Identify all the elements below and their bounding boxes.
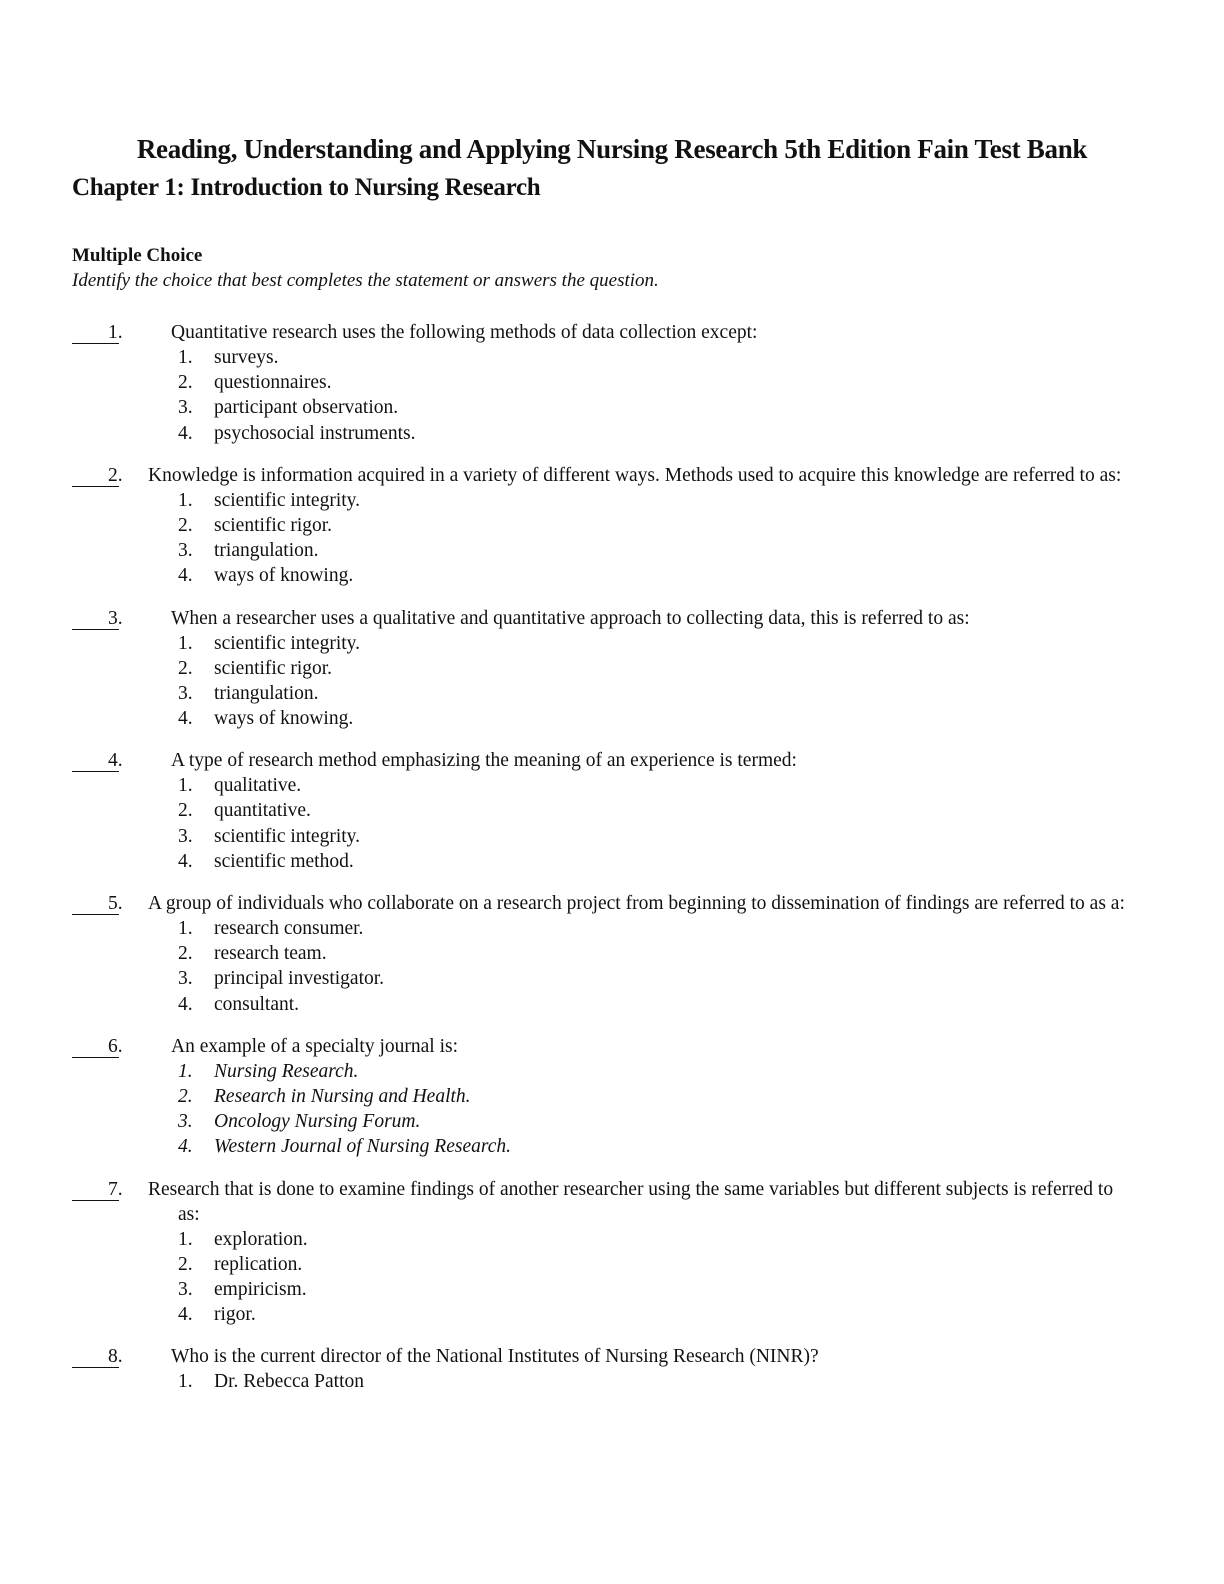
option-text: consultant. (214, 993, 300, 1015)
question-text: When a researcher uses a qualitative and quantitative approach to collecting data, this is referred to as: (171, 607, 970, 629)
question-8 (0, 1344, 1224, 1394)
option-text: participant observation. (214, 397, 399, 419)
option-number: 3. (178, 1278, 193, 1300)
option-text: research team. (214, 943, 327, 965)
document-title: Reading, Understanding and Applying Nursing Research 5th Edition Fain Test Bank (136, 134, 1088, 164)
option (0, 563, 1224, 588)
option (0, 370, 1224, 395)
question-5 (0, 891, 1224, 1017)
option-number: 1. (178, 489, 193, 511)
option-text: scientific method. (214, 850, 354, 872)
question-text: A type of research method emphasizing the meaning of an experience is termed: (171, 750, 797, 772)
option-list (0, 916, 1224, 1017)
option (0, 773, 1224, 798)
question-stem (108, 320, 1138, 345)
option (0, 941, 1224, 966)
option-number: 1. (178, 1228, 193, 1250)
option-text: questionnaires. (214, 372, 332, 394)
option (0, 706, 1224, 731)
option-text: scientific integrity. (214, 489, 361, 511)
option-list (0, 345, 1224, 446)
option-text: triangulation. (214, 540, 319, 562)
option-text: qualitative. (214, 775, 302, 797)
option-number: 4. (178, 708, 193, 730)
question-stem (108, 606, 1138, 631)
question-1 (0, 320, 1224, 446)
question-stem: 2. Knowledge is information acquired in a variety of different ways. Methods used to acquire this knowledge are referred to as: (108, 464, 1122, 486)
question-text: Research that is done to examine findings of another researcher using the same variables but different subjects is referred to as: (148, 1178, 1114, 1225)
question-7 (0, 1177, 1224, 1328)
section-instructions: Identify the choice that best completes the statement or answers the question. (72, 270, 659, 291)
option (0, 345, 1224, 370)
question-stem: 5. A group of individuals who collaborate on a research project from beginning to dissemination of findings are referred to as a: (108, 893, 1125, 914)
option-list (0, 631, 1224, 732)
option-number: 1. (178, 1371, 193, 1393)
option (0, 395, 1224, 420)
option-number: 3. (178, 1111, 193, 1133)
option-number: 3. (178, 825, 193, 847)
option-text: scientific integrity. (214, 825, 361, 847)
option (0, 1059, 1224, 1084)
question-text: An example of a specialty journal is: (171, 1035, 458, 1057)
option-text: psychosocial instruments. (214, 422, 416, 444)
option-text: empiricism. (214, 1278, 307, 1300)
option (0, 538, 1224, 563)
option-number: 1. (178, 775, 193, 797)
option-number: 3. (178, 682, 193, 704)
question-stem (108, 748, 1138, 773)
question-6 (0, 1034, 1224, 1160)
question-text: Who is the current director of the National Institutes of Nursing Research (NINR)? (171, 1346, 819, 1368)
option-text: scientific integrity. (214, 632, 361, 654)
option-text: Research in Nursing and Health. (214, 1085, 471, 1107)
option (0, 992, 1224, 1017)
option-number: 4. (178, 565, 193, 587)
option (0, 488, 1224, 513)
option (0, 916, 1224, 941)
option (0, 824, 1224, 849)
option-text: scientific rigor. (214, 514, 333, 536)
option-number: 3. (178, 397, 193, 419)
option (0, 798, 1224, 823)
question-2 (0, 463, 1224, 589)
option-list (0, 488, 1224, 589)
option-number: 1. (178, 632, 193, 654)
option-text: ways of knowing. (214, 708, 354, 730)
question-text: A group of individuals who collaborate on a research project from beginning to dissemination of findings are referred to as a: (148, 893, 1125, 914)
option (0, 656, 1224, 681)
option (0, 421, 1224, 446)
option-number: 1. (178, 918, 193, 939)
option-number: 4. (178, 993, 193, 1015)
option-text: Nursing Research. (214, 1060, 359, 1082)
question-stem: 7. Research that is done to examine findings of another researcher using the same variables but different subjects is referred to as: (108, 1178, 1114, 1225)
option-number: 2. (178, 514, 193, 536)
option-text: ways of knowing. (214, 565, 354, 587)
option-text: exploration. (214, 1228, 308, 1250)
option-number: 2. (178, 1085, 193, 1107)
option-number: 2. (178, 943, 193, 965)
option (0, 1227, 1224, 1252)
option-number: 2. (178, 657, 193, 679)
question-stem (108, 1344, 1138, 1369)
option-number: 2. (178, 800, 193, 822)
option (0, 849, 1224, 874)
option (0, 1084, 1224, 1109)
option-number: 2. (178, 1253, 193, 1275)
option-number: 4. (178, 1136, 193, 1158)
option (0, 1302, 1224, 1327)
option-text: quantitative. (214, 800, 311, 822)
option-number: 4. (178, 850, 193, 872)
chapter-title: Chapter 1: Introduction to Nursing Research (72, 174, 541, 201)
question-stem (108, 1034, 1138, 1059)
question-text: Quantitative research uses the following methods of data collection except: (171, 322, 758, 343)
option-number: 4. (178, 422, 193, 444)
question-text: Knowledge is information acquired in a variety of different ways. Methods used to acquire this knowledge are referred to as: (148, 464, 1122, 486)
option-number: 3. (178, 968, 193, 990)
option-number: 1. (178, 347, 193, 368)
option-number: 1. (178, 1060, 193, 1082)
option-list (0, 773, 1224, 874)
question-number: 1. (108, 322, 123, 343)
option (0, 1109, 1224, 1134)
question-number: 3. (108, 607, 123, 629)
question-number: 8. (108, 1346, 123, 1368)
option (0, 631, 1224, 656)
option-number: 2. (178, 372, 193, 394)
option (0, 1252, 1224, 1277)
option (0, 513, 1224, 538)
option-text: principal investigator. (214, 968, 385, 990)
option-text: research consumer. (214, 918, 364, 939)
option-text: replication. (214, 1253, 303, 1275)
option-list (0, 1227, 1224, 1328)
option (0, 1277, 1224, 1302)
option (0, 966, 1224, 991)
question-number: 6. (108, 1035, 123, 1057)
option-text: Oncology Nursing Forum. (214, 1111, 421, 1133)
option-list (0, 1059, 1224, 1160)
question-list (0, 320, 1224, 1411)
question-4 (0, 748, 1224, 874)
option (0, 681, 1224, 706)
question-3 (0, 606, 1224, 732)
option (0, 1134, 1224, 1159)
option-text: surveys. (214, 347, 279, 368)
question-number: 4. (108, 750, 123, 772)
option-list (0, 1369, 1224, 1394)
option-text: Dr. Rebecca Patton (214, 1371, 364, 1393)
option-text: scientific rigor. (214, 657, 333, 679)
option (0, 1369, 1224, 1394)
section-heading: Multiple Choice (72, 245, 203, 266)
option-text: Western Journal of Nursing Research. (214, 1136, 511, 1158)
option-number: 4. (178, 1304, 193, 1326)
option-text: rigor. (214, 1304, 256, 1326)
option-text: triangulation. (214, 682, 319, 704)
option-number: 3. (178, 540, 193, 562)
